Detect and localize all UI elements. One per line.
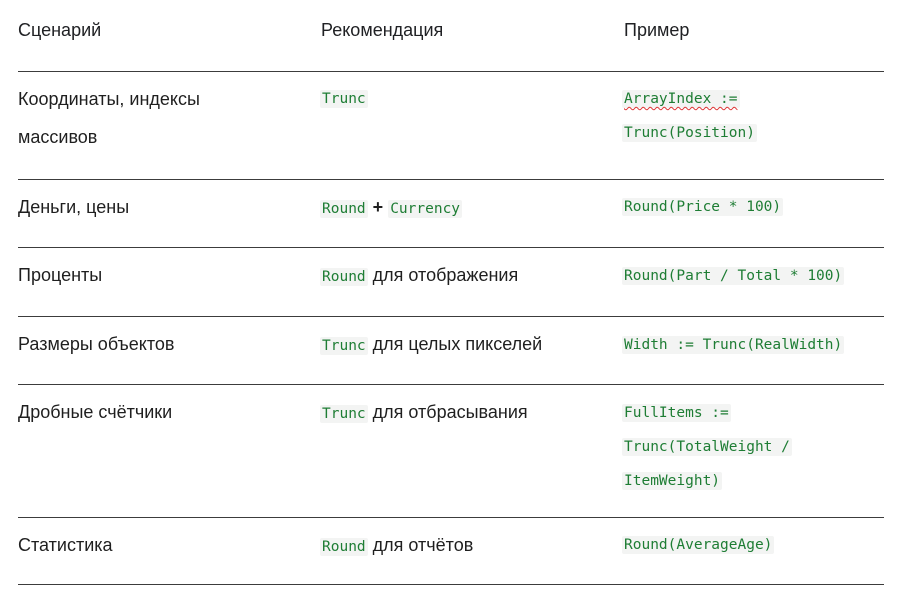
table-row-recommendation: [320, 78, 368, 118]
table-row-example: Round(Price * 100): [624, 199, 782, 215]
divider: [18, 71, 884, 72]
divider: [18, 517, 884, 518]
table-row-scenario: Координаты, индексы массивов: [18, 89, 200, 147]
table-row-example: Round(Part / Total * 100): [624, 268, 843, 284]
header-scenario: Сценарий: [18, 20, 102, 40]
table-row-recommendation: Round для отображения: [322, 265, 519, 285]
divider: [18, 179, 884, 180]
table-row-example: Width := Trunc(RealWidth): [624, 337, 843, 353]
table-row-recommendation: Trunc для целых пикселей: [322, 334, 543, 354]
table-row-example: FullItems := Trunc(TotalWeight / ItemWeight): [624, 405, 790, 489]
table-row-scenario: Размеры объектов: [18, 334, 175, 354]
header-recommendation: Рекомендация: [321, 20, 444, 40]
table-row-scenario: Дробные счётчики: [18, 402, 173, 422]
table-row-example: ArrayIndex := Trunc(Position): [624, 91, 755, 141]
table-row-scenario: Статистика: [18, 535, 113, 555]
divider: [18, 247, 884, 248]
table-row-scenario: Проценты: [18, 265, 103, 285]
divider: [18, 384, 884, 385]
table-row-scenario: Деньги, цены: [18, 197, 130, 217]
divider: [18, 584, 884, 585]
table-row-example: Round(AverageAge): [624, 537, 773, 553]
code-trunc: Trunc: [322, 91, 366, 107]
divider: [18, 316, 884, 317]
table-row-recommendation: Round для отчётов: [322, 535, 474, 555]
table-row-recommendation: Round + Currency: [322, 197, 461, 217]
table-row-recommendation: Trunc для отбрасывания: [322, 402, 528, 422]
header-example: Пример: [624, 20, 690, 40]
